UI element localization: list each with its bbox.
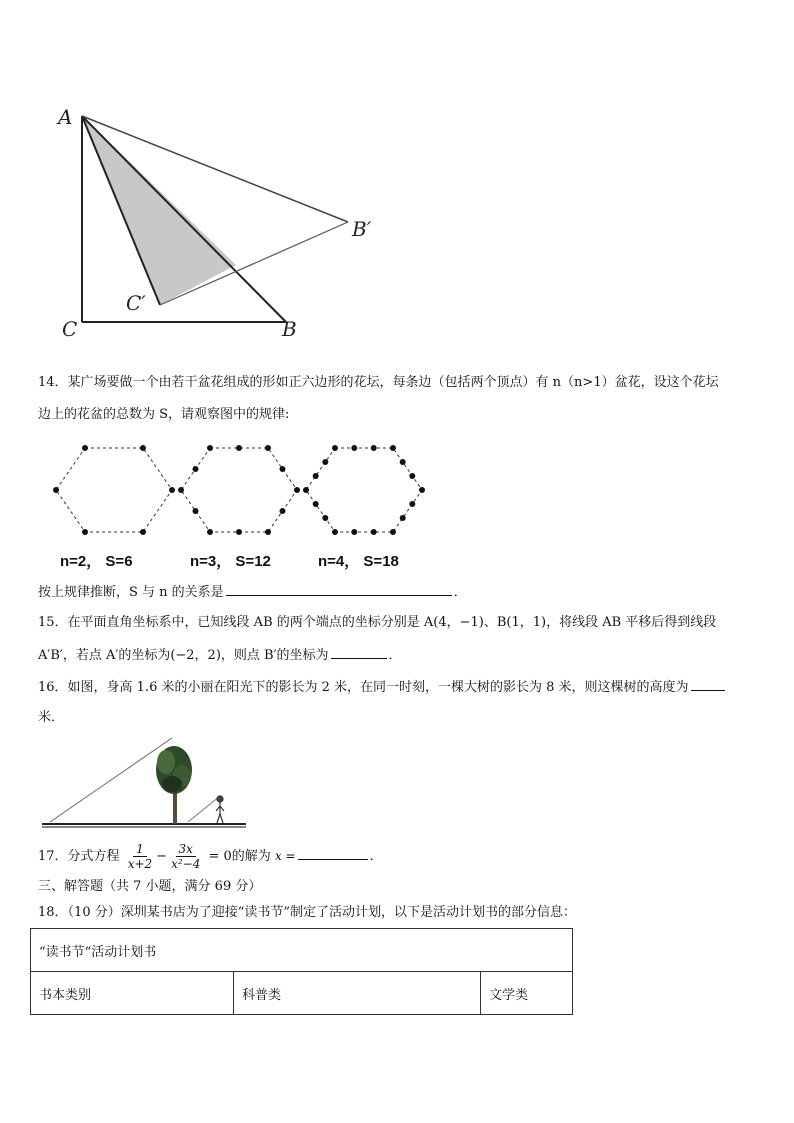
- hexagon-n3-dots: [178, 445, 300, 535]
- q17-frac2-denominator: x²−4: [171, 857, 201, 871]
- hexagon-n2: [56, 448, 172, 532]
- q17-line: [38, 839, 383, 873]
- q15-end: ．: [388, 648, 402, 663]
- caption-n2: n=2， S=6: [60, 553, 133, 570]
- q15-line2: [38, 645, 402, 666]
- hexagon-n4-dots: [303, 445, 425, 535]
- q17-suffix: 的解为: [231, 849, 271, 864]
- q16-answer-blank[interactable]: [691, 677, 725, 691]
- q17-fraction-1: [125, 842, 155, 871]
- triangle-figure: [50, 100, 390, 350]
- table-cell-science: 科普类: [234, 972, 481, 1015]
- q17-variable: x =: [274, 849, 296, 863]
- tree-shadow-figure: [40, 736, 248, 832]
- q15-line1: 15．在平面直角坐标系中，已知线段 AB 的两个端点的坐标分别是 A(4，−1)、B(1，1)，将线段 AB 平移后得到线段: [38, 615, 717, 630]
- q14-line2: 边上的花盆的总数为 S，请观察图中的规律:: [38, 407, 290, 422]
- q17-fraction-2: [168, 842, 203, 871]
- q17-frac2-numerator: 3x: [176, 842, 196, 857]
- q14-line1: 14．某广场要做一个由若干盆花组成的形如正六边形的花坛，每条边（包括两个顶点）有 n（n>1）盆花，设这个花坛: [38, 375, 719, 390]
- hexagon-n2-dots: [53, 445, 175, 535]
- caption-n4: n=4， S=18: [318, 553, 399, 570]
- activity-plan-table: [30, 928, 573, 1015]
- tree-icon: [156, 746, 192, 824]
- q14-answer-text: 按上规律推断，S 与 n 的关系是: [38, 585, 224, 600]
- q16-line2: 米．: [38, 710, 65, 725]
- q14-answer-end: ．: [453, 585, 467, 600]
- q17-end: ．: [369, 849, 383, 864]
- q16-line1: [38, 677, 727, 698]
- label-B-prime: B′: [352, 217, 372, 241]
- person-icon: [216, 796, 224, 823]
- section-3-title: 三、解答题（共 7 小题，满分 69 分）: [38, 879, 262, 894]
- q15-answer-blank[interactable]: [331, 645, 387, 659]
- caption-n3: n=3， S=12: [190, 553, 271, 570]
- person-ray: [188, 796, 220, 822]
- q17-equals-zero: = 0: [208, 849, 232, 864]
- table-cell-literature: 文学类: [481, 972, 573, 1015]
- q14-answer-line: [38, 582, 467, 603]
- q16-text: 16．如图，身高 1.6 米的小丽在阳光下的影长为 2 米，在同一时刻，一棵大树的影长为 8 米，则这棵树的高度为: [38, 680, 689, 695]
- q17-prefix: 17．分式方程: [38, 849, 120, 864]
- q18-text: 18．（10 分）深圳某书店为了迎接“读书节”制定了活动计划，以下是活动计划书的部分信息：: [38, 905, 577, 920]
- label-C-prime: C′: [126, 291, 146, 315]
- table-header-row: [31, 929, 573, 972]
- hexagon-figures: [48, 438, 428, 543]
- shaded-triangle: [82, 116, 236, 305]
- hexagon-n3: [181, 448, 297, 532]
- table-header-cell: “读书节“活动计划书: [31, 929, 573, 972]
- q17-frac1-numerator: 1: [133, 842, 147, 857]
- label-C: C: [62, 317, 78, 341]
- sun-ray: [50, 738, 172, 822]
- table-row: [31, 972, 573, 1015]
- q17-answer-blank[interactable]: [298, 846, 368, 860]
- label-B: B: [282, 317, 297, 341]
- q14-answer-blank[interactable]: [226, 582, 452, 596]
- q17-minus: −: [156, 849, 168, 864]
- q15-text: A′B′，若点 A′的坐标为(−2，2)，则点 B′的坐标为: [38, 648, 329, 663]
- q17-frac1-denominator: x+2: [127, 857, 153, 871]
- table-cell-category: 书本类别: [31, 972, 234, 1015]
- label-A: A: [58, 105, 73, 129]
